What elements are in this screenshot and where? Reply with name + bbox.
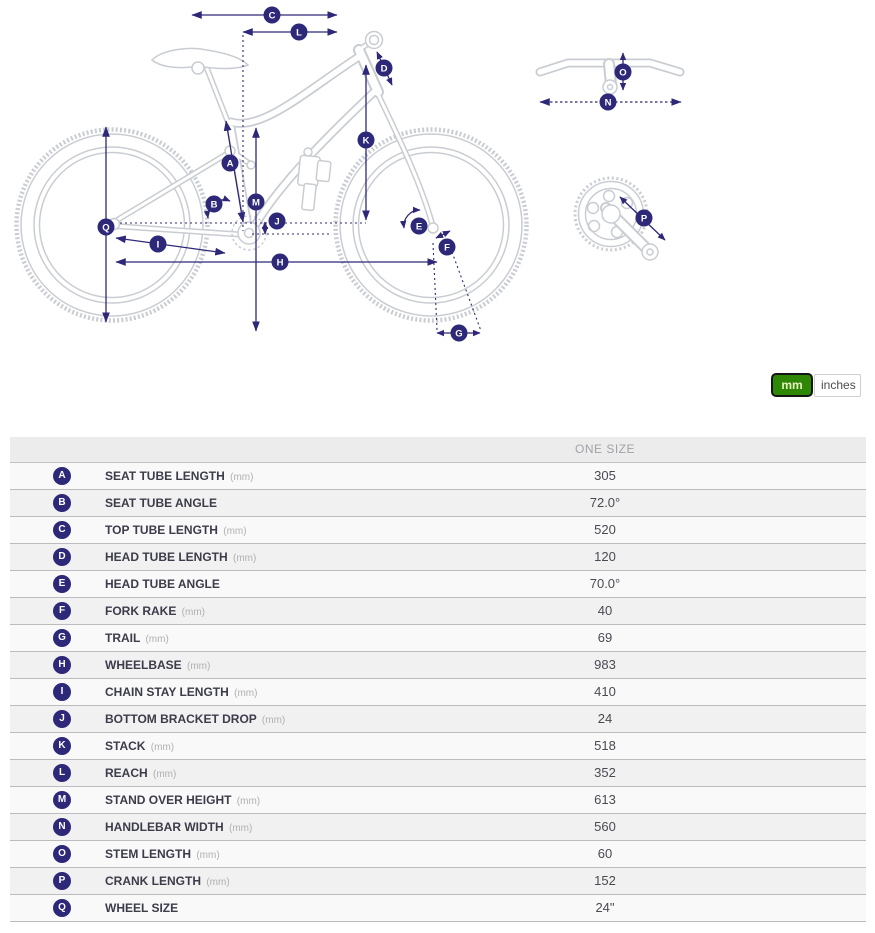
marker-badge: J [53, 710, 71, 728]
spec-value: 613 [594, 792, 616, 807]
table-row [10, 598, 866, 625]
spec-value: 410 [594, 684, 616, 699]
spec-label-text: REACH [105, 766, 152, 780]
spec-unit: (mm) [145, 634, 169, 645]
spec-label [105, 496, 219, 510]
marker-badge: K [53, 737, 71, 755]
spec-label [105, 847, 220, 861]
spec-label-text: STAND OVER HEIGHT [105, 793, 235, 807]
spec-label [105, 577, 222, 591]
spec-label-text: BOTTOM BRACKET DROP [105, 712, 260, 726]
table-row [10, 517, 866, 544]
spec-label [105, 523, 247, 537]
spec-label-text: HEAD TUBE LENGTH [105, 550, 231, 564]
table-row [10, 787, 866, 814]
svg-text:O: O [619, 67, 627, 79]
svg-text:K: K [362, 135, 370, 147]
svg-text:B: B [210, 199, 218, 211]
table-row [10, 868, 866, 895]
svg-text:Q: Q [102, 222, 110, 234]
diagram-marker-j [269, 213, 286, 230]
spec-label-text: FORK RAKE [105, 604, 180, 618]
spec-label [105, 604, 205, 618]
marker-badge: P [53, 872, 71, 890]
spec-label [105, 874, 230, 888]
spec-label [105, 658, 210, 672]
spec-label-text: HANDLEBAR WIDTH [105, 820, 227, 834]
geometry-spec-table [10, 437, 866, 922]
spec-label-text: WHEELBASE [105, 658, 186, 672]
spec-table-body [10, 463, 866, 922]
marker-badge: L [53, 764, 71, 782]
table-row [10, 814, 866, 841]
svg-text:D: D [380, 63, 388, 75]
spec-unit: (mm) [223, 526, 247, 537]
spec-label-text: TOP TUBE LENGTH [105, 523, 222, 537]
diagram-marker-e [411, 218, 428, 235]
spec-label [105, 739, 174, 753]
spec-unit: (mm) [261, 715, 286, 726]
spec-unit: (mm) [230, 472, 254, 483]
table-row [10, 679, 866, 706]
spec-value: 305 [594, 468, 616, 483]
svg-text:N: N [604, 97, 612, 109]
spec-label-text: CHAIN STAY LENGTH [105, 685, 233, 699]
spec-label-text: WHEEL SIZE [105, 901, 179, 915]
diagram-marker-n [600, 94, 617, 111]
spec-unit: (mm) [229, 823, 253, 834]
spec-label-text: CRANK LENGTH [105, 874, 205, 888]
spec-label [105, 901, 180, 915]
diagram-marker-d [376, 60, 393, 77]
spec-unit: (mm) [236, 796, 261, 807]
marker-badge: Q [53, 899, 71, 917]
svg-text:L: L [296, 27, 302, 39]
diagram-marker-g [451, 325, 468, 342]
unit-toggle [771, 373, 861, 397]
spec-value: 120 [594, 549, 616, 564]
spec-label [105, 712, 285, 726]
spec-value: 983 [594, 657, 616, 672]
spec-unit: (mm) [233, 553, 257, 564]
marker-badge: H [53, 656, 71, 674]
marker-badge: M [53, 791, 71, 809]
marker-badge: C [53, 521, 71, 539]
spec-value: 520 [594, 522, 616, 537]
spec-value: 72.0° [589, 495, 621, 510]
spec-label [105, 550, 256, 564]
table-row [10, 652, 866, 679]
spec-label-text: SEAT TUBE ANGLE [105, 496, 218, 510]
spec-label-text: STACK [105, 739, 149, 753]
marker-badge: G [53, 629, 71, 647]
marker-badge: O [53, 845, 71, 863]
svg-text:H: H [276, 257, 284, 269]
spec-label [105, 766, 176, 780]
inches-button[interactable]: inches [814, 374, 861, 397]
spec-value: 518 [594, 738, 616, 753]
svg-text:A: A [226, 158, 234, 170]
table-row [10, 706, 866, 733]
svg-text:P: P [640, 213, 648, 225]
svg-text:F: F [444, 242, 450, 254]
spec-unit: (mm) [150, 742, 175, 753]
spec-unit: (mm) [181, 607, 205, 618]
marker-badge: F [53, 602, 71, 620]
marker-badge: D [53, 548, 71, 566]
spec-label [105, 685, 257, 699]
spec-value: 560 [594, 819, 616, 834]
marker-badge: E [53, 575, 71, 593]
spec-label [105, 469, 253, 483]
table-row [10, 733, 866, 760]
spec-value: 352 [594, 765, 616, 780]
spec-unit: (mm) [196, 850, 220, 861]
diagram-marker-f [439, 239, 456, 256]
table-row [10, 463, 866, 490]
spec-unit: (mm) [153, 769, 177, 780]
marker-badge: A [53, 467, 71, 485]
spec-label-text: SEAT TUBE LENGTH [105, 469, 229, 483]
diagram-marker-m [248, 194, 265, 211]
svg-text:J: J [274, 216, 280, 228]
header-empty-cell [10, 437, 344, 462]
spec-value: 24 [597, 711, 613, 726]
diagram-marker-b [206, 196, 223, 213]
table-row [10, 841, 866, 868]
size-column-header: ONE SIZE [574, 442, 635, 456]
diagram-marker-k [358, 132, 375, 149]
diagram-marker-a [222, 155, 239, 172]
svg-text:M: M [252, 197, 260, 209]
svg-text:I: I [156, 239, 160, 251]
table-row [10, 895, 866, 922]
diagram-marker-h [272, 254, 289, 271]
spec-value: 40 [597, 603, 613, 618]
spec-value: 70.0° [589, 576, 621, 591]
mm-button[interactable]: mm [771, 373, 813, 397]
diagram-marker-l [291, 24, 308, 41]
bike-geometry-diagram [0, 0, 875, 362]
diagram-marker-q [98, 219, 115, 236]
spec-value: 69 [597, 630, 613, 645]
spec-unit: (mm) [187, 661, 211, 672]
spec-label-text: TRAIL [105, 631, 144, 645]
table-row [10, 544, 866, 571]
marker-badge: I [53, 683, 71, 701]
diagram-marker-i [150, 236, 167, 253]
spec-label-text: HEAD TUBE ANGLE [105, 577, 220, 591]
table-row [10, 490, 866, 517]
diagram-marker-p [636, 210, 653, 227]
svg-text:C: C [268, 10, 276, 22]
spec-label [105, 820, 252, 834]
spec-label-text: STEM LENGTH [105, 847, 195, 861]
marker-badge: B [53, 494, 71, 512]
table-row [10, 571, 866, 598]
diagram-marker-c [264, 7, 281, 24]
spec-label [105, 631, 169, 645]
handlebar-top-view-drawing [540, 63, 680, 94]
table-header-row [10, 437, 866, 463]
svg-text:E: E [415, 221, 423, 233]
table-row [10, 760, 866, 787]
spec-value: 60 [597, 846, 613, 861]
spec-label [105, 793, 260, 807]
spec-value: 24" [595, 900, 615, 915]
spec-value: 152 [594, 873, 616, 888]
spec-unit: (mm) [206, 877, 230, 888]
svg-text:G: G [455, 328, 463, 340]
table-row [10, 625, 866, 652]
marker-badge: N [53, 818, 71, 836]
diagram-marker-o [615, 64, 632, 81]
spec-unit: (mm) [234, 688, 258, 699]
